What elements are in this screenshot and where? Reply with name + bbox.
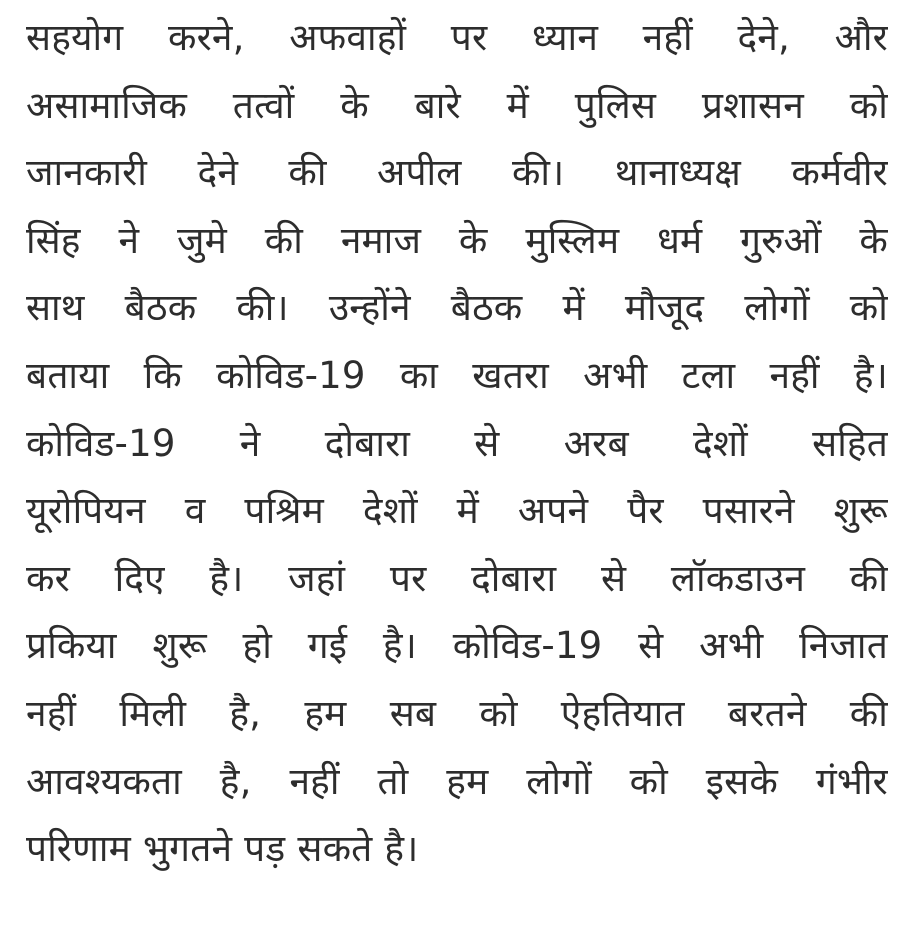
text-line-6: बताया कि कोविड-19 का खतरा अभी टला नहीं है। [26,353,888,397]
text-line-9: कर दिए है। जहां पर दोबारा से लॉकडाउन की [26,556,888,600]
text-line-2: असामाजिक तत्वों के बारे में पुलिस प्रशासन को [26,83,888,127]
text-line-5: साथ बैठक की। उन्होंने बैठक में मौजूद लोगों को [26,286,888,330]
text-line-3: जानकारी देने की अपील की। थानाध्यक्ष कर्मवीर [26,151,888,195]
text-line-7: कोविड-19 ने दोबारा से अरब देशों सहित [26,421,888,465]
text-line-8: यूरोपियन व पश्रिम देशों में अपने पैर पसारने शुरू [26,489,888,533]
text-line-10: प्रकिया शुरू हो गई है। कोविड-19 से अभी निजात [26,624,888,668]
text-line-11: नहीं मिली है, हम सब को ऐहतियात बरतने की [26,691,888,735]
article-text [26,4,888,883]
text-line-1: सहयोग करने, अफवाहों पर ध्यान नहीं देने, और [26,16,888,59]
text-line-12: आवश्यकता है, नहीं तो हम लोगों को इसके गंभीर [26,759,888,803]
text-line-13: परिणाम भुगतने पड़ सकते है। [26,827,419,871]
text-line-4: सिंह ने जुमे की नमाज के मुस्लिम धर्म गुरुओं के [26,218,888,262]
